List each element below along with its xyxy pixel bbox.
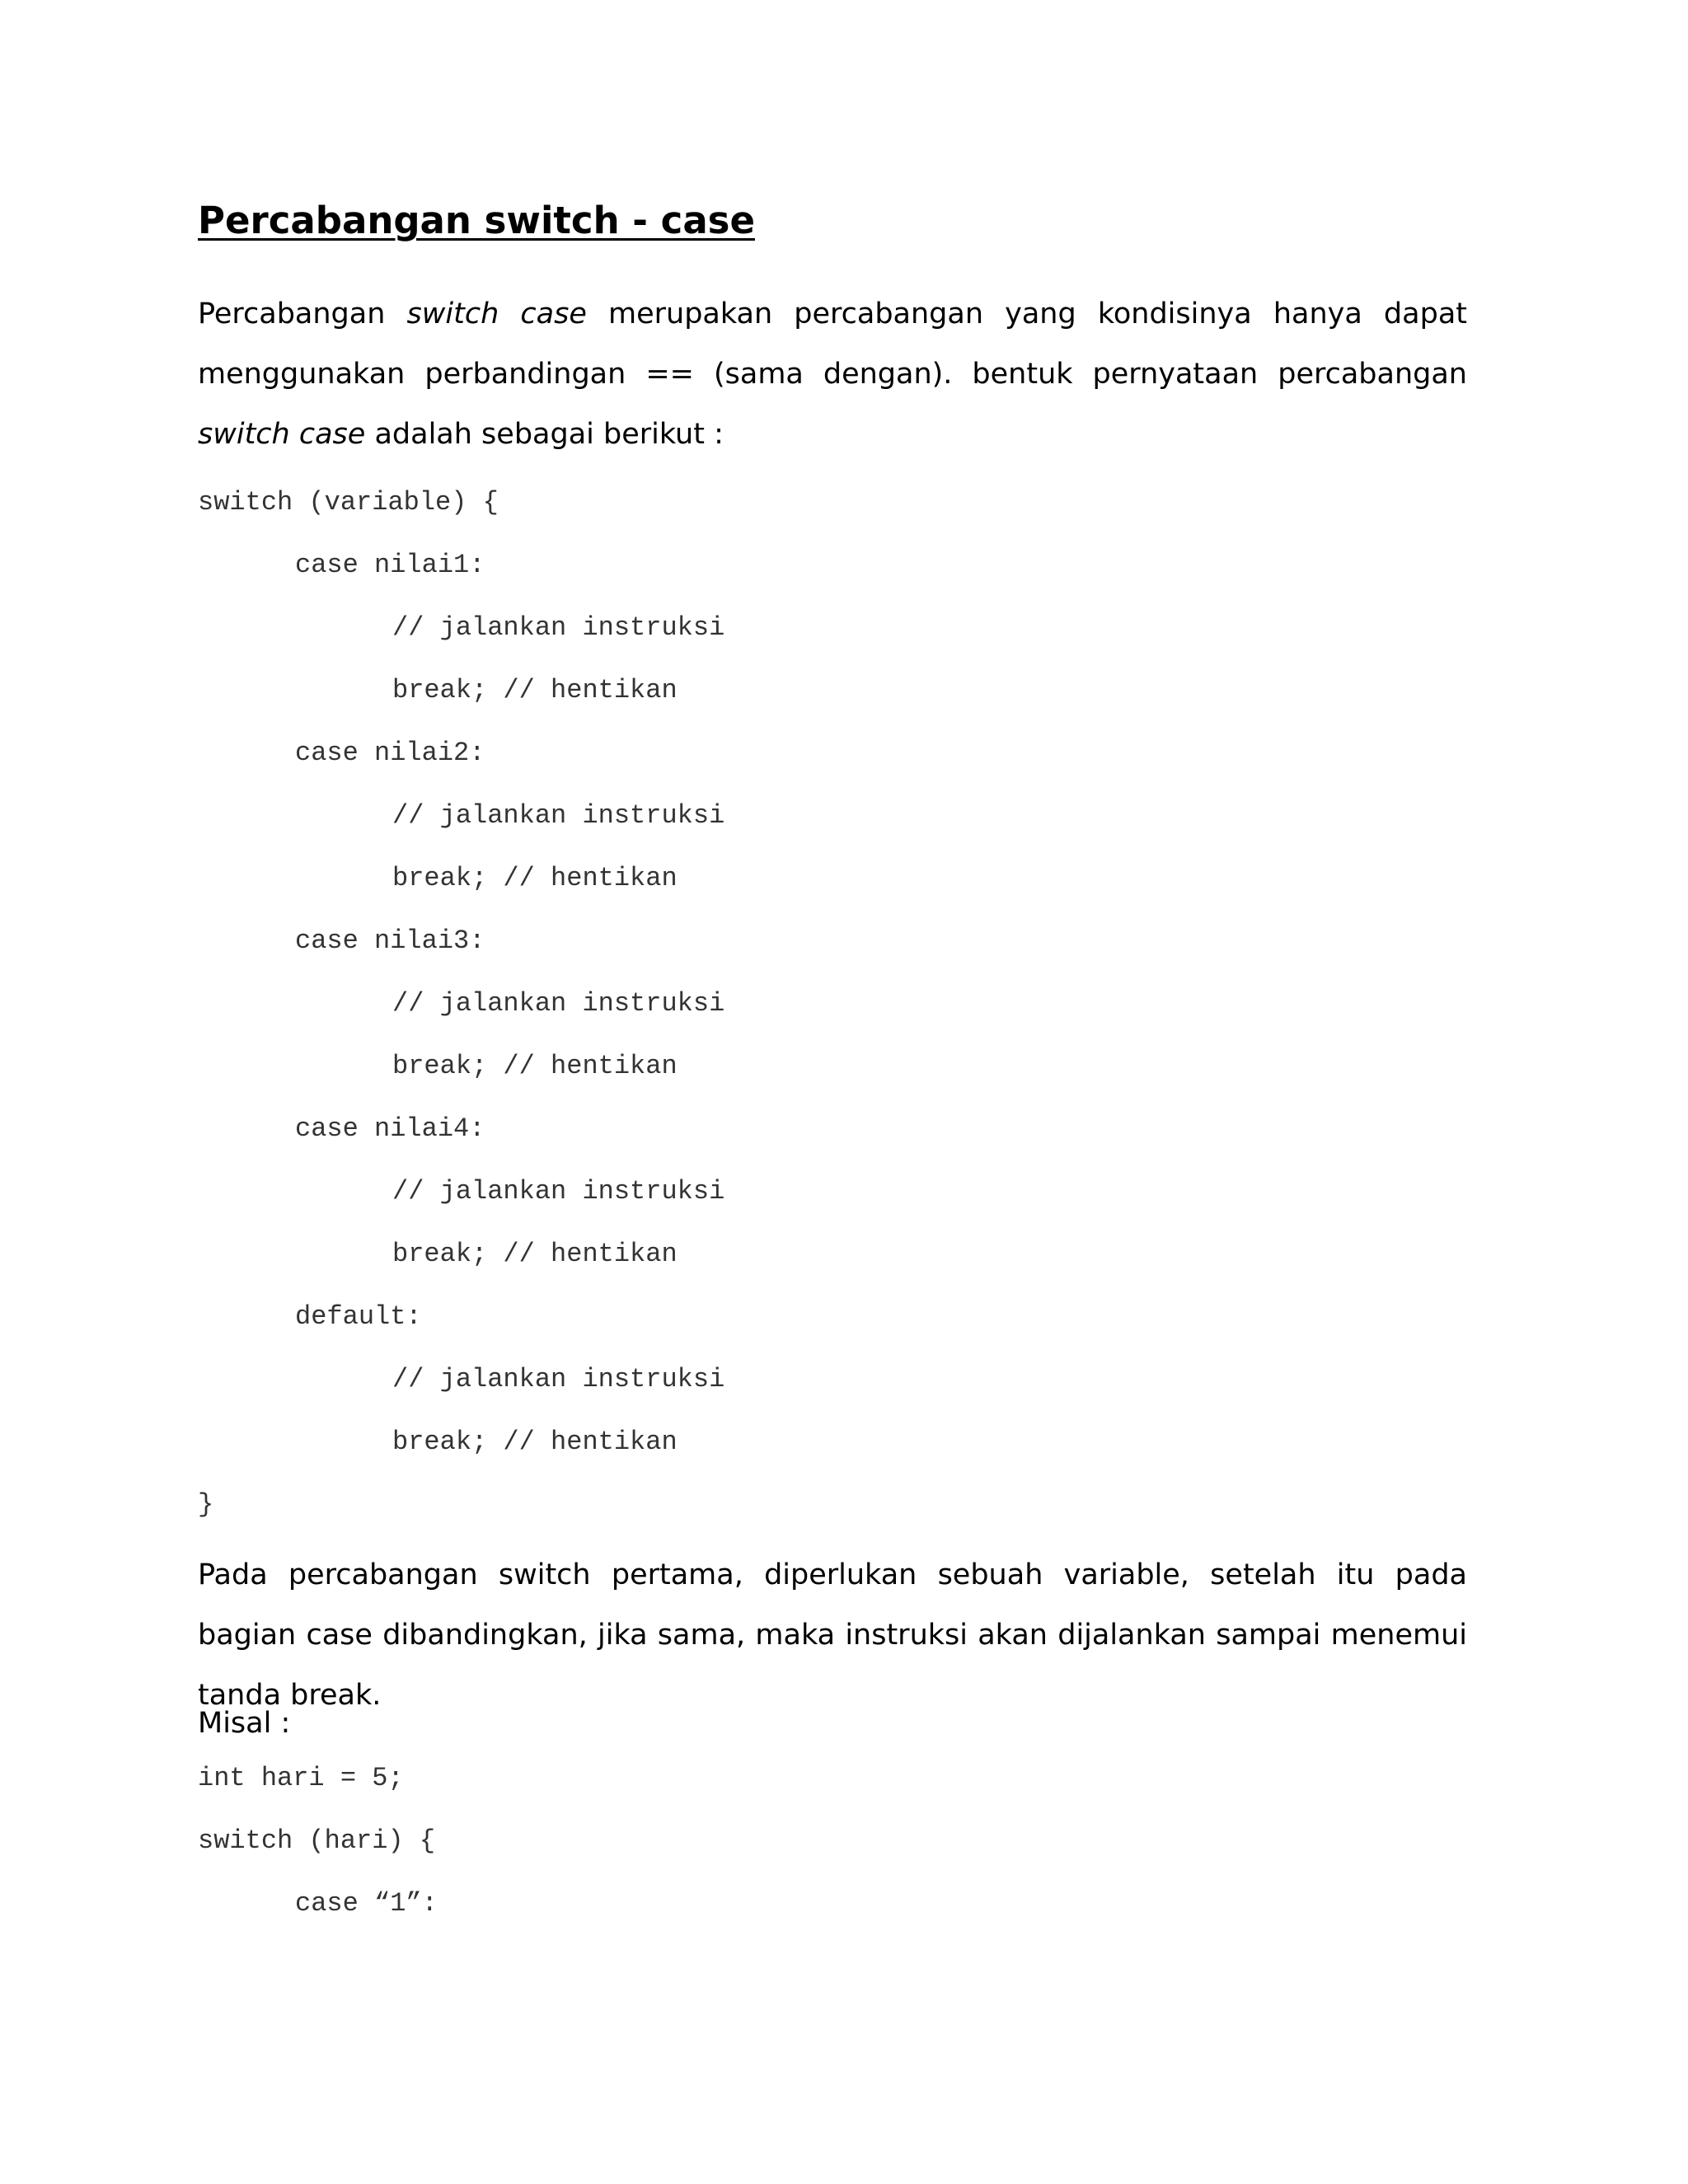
- code-line: // jalankan instruksi: [392, 800, 725, 831]
- code-line: // jalankan instruksi: [392, 1176, 725, 1207]
- code-line: case “1”:: [295, 1888, 438, 1919]
- code-line: switch (hari) {: [198, 1825, 436, 1856]
- code-line: case nilai2:: [295, 738, 485, 768]
- code-line: // jalankan instruksi: [392, 612, 725, 643]
- intro-text-2: merupakan percabangan yang kondisinya hanya dapat menggunakan perbandingan == (sama dengan). bentuk pernyataan percabangan: [198, 298, 1467, 391]
- explanation-paragraph: Pada percabangan switch pertama, diperlukan sebuah variable, setelah itu pada bagian case dibandingkan, jika sama, maka instruksi akan dijalankan sampai menemui tanda break.: [198, 1558, 1467, 1712]
- code-line: case nilai4:: [295, 1113, 485, 1144]
- intro-text-3: adalah sebagai berikut :: [365, 418, 724, 451]
- code-line: }: [198, 1489, 214, 1520]
- page-title: Percabangan switch - case: [198, 199, 755, 242]
- code-line: break; // hentikan: [392, 675, 678, 705]
- code-line: break; // hentikan: [392, 863, 678, 893]
- intro-emphasis-1: switch case: [406, 298, 587, 330]
- code-line: break; // hentikan: [392, 1239, 678, 1269]
- code-line: default:: [295, 1301, 422, 1332]
- code-line: switch (variable) {: [198, 487, 499, 518]
- code-line: // jalankan instruksi: [392, 1364, 725, 1394]
- code-line: case nilai3:: [295, 926, 485, 956]
- intro-emphasis-2: switch case: [198, 418, 366, 451]
- intro-text-1: Percabangan: [198, 298, 407, 330]
- example-label: Misal :: [198, 1707, 291, 1740]
- code-line: break; // hentikan: [392, 1051, 678, 1081]
- code-line: int hari = 5;: [198, 1763, 404, 1793]
- code-line: case nilai1:: [295, 550, 485, 580]
- code-line: break; // hentikan: [392, 1427, 678, 1457]
- code-line: // jalankan instruksi: [392, 988, 725, 1019]
- intro-paragraph: [198, 284, 1467, 465]
